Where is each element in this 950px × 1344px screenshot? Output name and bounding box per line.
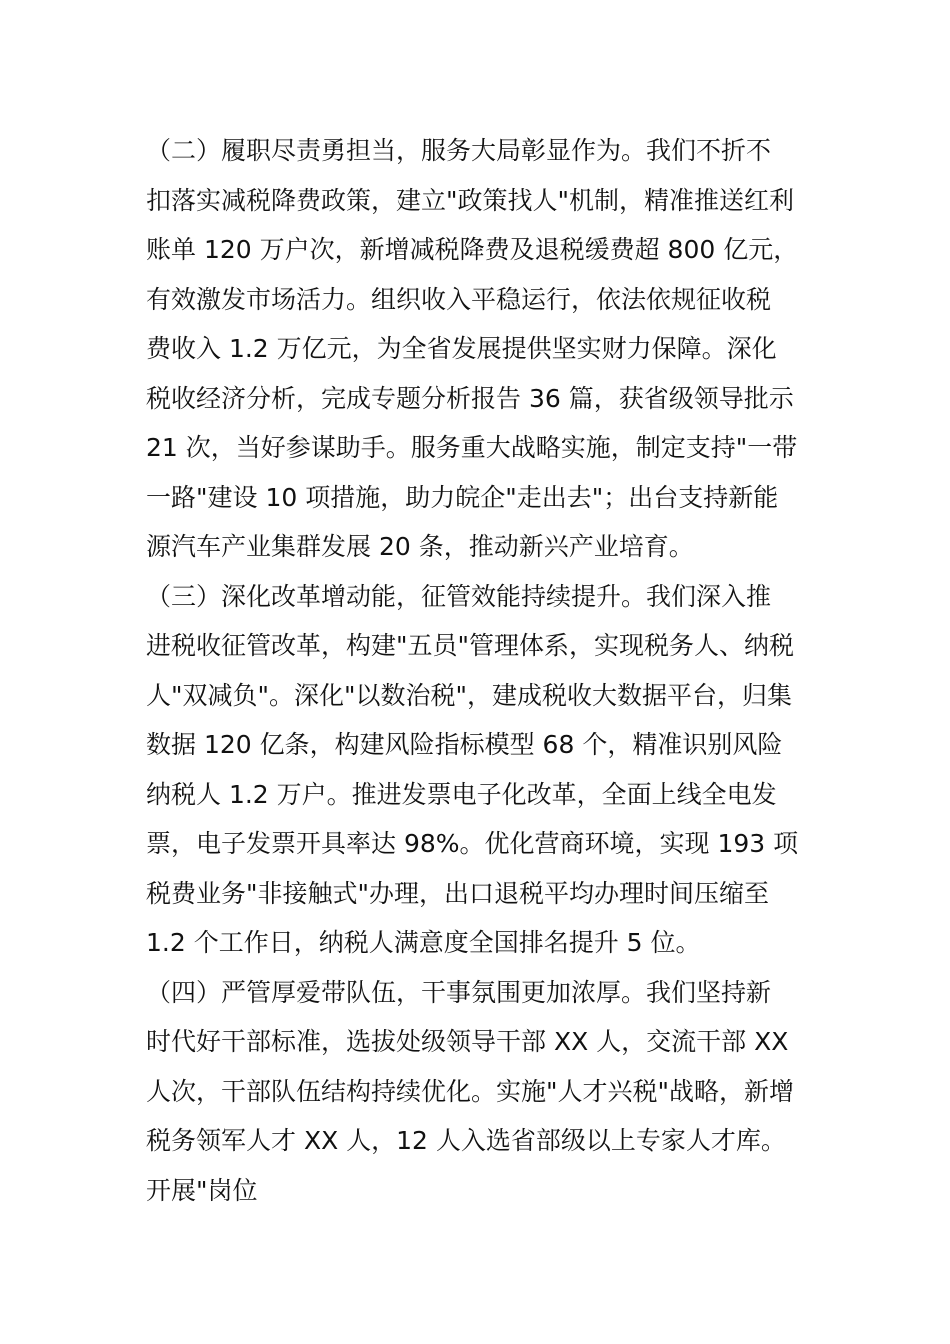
text-line: 1.2 个工作日，纳税人满意度全国排名提升 5 位。: [146, 928, 701, 957]
text-line: 开展"岗位: [146, 1175, 258, 1205]
text-line: 扣落实减税降费政策，建立"政策找人"机制，精准推送红利: [146, 185, 795, 215]
text-line: 费收入 1.2 万亿元，为全省发展提供坚实财力保障。深化: [146, 334, 777, 363]
text-line: 一路"建设 10 项措施，助力皖企"走出去"；出台支持新能: [146, 482, 779, 512]
text-line: （二）履职尽责勇担当，服务大局彰显作为。我们不折不: [146, 136, 772, 165]
text-line: 人"双减负"。深化"以数治税"，建成税收大数据平台，归集: [146, 680, 792, 710]
text-line: 税务领军人才 XX 人，12 人入选省部级以上专家人才库。: [146, 1126, 786, 1155]
text-line: （四）严管厚爱带队伍，干事氛围更加浓厚。我们坚持新: [146, 977, 772, 1007]
text-line: 票，电子发票开具率达 98%。优化营商环境，实现 193 项: [146, 829, 799, 858]
text-line: 时代好干部标准，选拔处级领导干部 XX 人，交流干部 XX: [146, 1027, 789, 1056]
text-line: 纳税人 1.2 万户。推进发票电子化改革，全面上线全电发: [146, 779, 777, 809]
text-line: 数据 120 亿条，构建风险指标模型 68 个，精准识别风险: [146, 730, 783, 759]
text-line: 有效激发市场活力。组织收入平稳运行，依法依规征收税: [146, 284, 772, 314]
text-line: 账单 120 万户次，新增减税降费及退税缓费超 800 亿元，: [146, 235, 799, 264]
document-body: [146, 126, 806, 1215]
text-line: 21 次，当好参谋助手。服务重大战略实施，制定支持"一带: [146, 433, 798, 462]
text-line: 源汽车产业集群发展 20 条，推动新兴产业培育。: [146, 532, 694, 561]
text-line: （三）深化改革增动能，征管效能持续提升。我们深入推: [146, 581, 772, 611]
text-line: 税费业务"非接触式"办理，出口退税平均办理时间压缩至: [146, 878, 770, 908]
text-line: 税收经济分析，完成专题分析报告 36 篇，获省级领导批示: [146, 383, 794, 413]
text-line: 进税收征管改革，构建"五员"管理体系，实现税务人、纳税: [146, 631, 795, 660]
text-line: 人次，干部队伍结构持续优化。实施"人才兴税"战略，新增: [146, 1076, 795, 1106]
